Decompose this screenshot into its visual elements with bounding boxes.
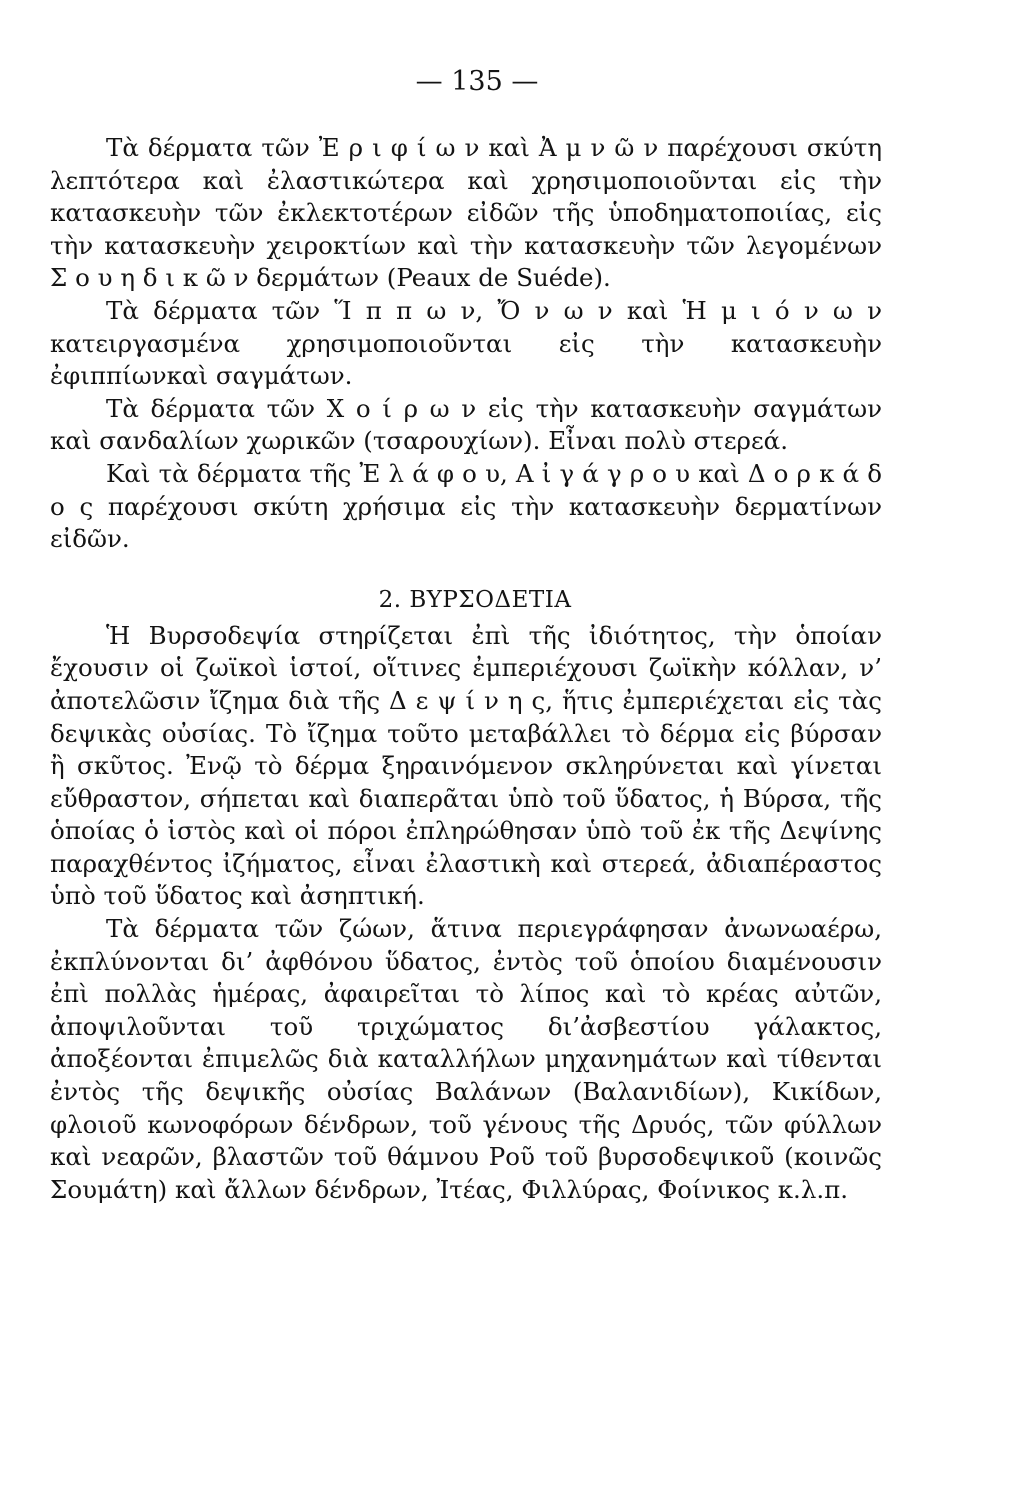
page-number: — 135 —	[415, 66, 539, 97]
paragraph-tanning-principle: Ἡ Βυρσοδεψία στηρίζεται ἐπὶ τῆς ἰδιότητος, τὴν ὁποίαν ἔχουσιν οἱ ζωϊκοὶ ἱστοί, οἵτινες ἐμπεριέχουσι ζωϊκὴν κόλλαν, ν’ ἀποτελῶσιν ἴζημα διὰ τῆς Δ ε ψ ί ν η ς, ἥτις ἐμπεριέχεται εἰς τὰς δεψικὰς οὐσίας. Τὸ ἴζημα τοῦτο μεταβάλλει τὸ δέρμα εἰς βύρσαν ἢ σκῦτος. Ἐνῷ τὸ δέρμα ξηραινόμενον σκληρύνεται καὶ γίνεται εὔθραστον, σήπεται καὶ διαπερᾶται ὑπὸ τοῦ ὕδατος, ἡ Βύρσα, τῆς ὁποίας ὁ ἱστὸς καὶ οἱ πόροι ἐπληρώθησαν ὑπὸ τοῦ ἐκ τῆς Δεψίνης παραχθέντος ἰζήματος, εἶναι ἐλαστικὴ καὶ στερεά, ἀδιαπέραστος ὑπὸ τοῦ ὕδατος καὶ ἀσηπτική.	[50, 620, 882, 911]
paragraph-hides-goats-lambs: Τὰ δέρματα τῶν Ἐ ρ ι φ ί ω ν καὶ Ἀ μ ν ῶ ν παρέχουσι σκύτη λεπτότερα καὶ ἐλαστικώτερα καὶ χρησιμοποιοῦνται εἰς τὴν κατασκευὴν τῶν ἐκλεκτοτέρων εἰδῶν τῆς ὑποδηματοποιίας, εἰς τὴν κατασκευὴν χειροκτίων καὶ τὴν κατασκευὴν τῶν λεγομένων Σ ο υ η δ ι κ ῶ ν δερμάτων (Peaux de Suéde).	[50, 133, 882, 293]
paragraph-tanning-process: Τὰ δέρματα τῶν ζώων, ἅτινα περιεγράφησαν ἀνωνωαέρω, ἐκπλύνονται δι’ ἀφθόνου ὕδατος, ἐντὸς τοῦ ὁποίου διαμένουσιν ἐπὶ πολλὰς ἡμέρας, ἀφαιρεῖται τὸ λίπος καὶ τὸ κρέας αὐτῶν, ἀποψιλοῦνται τοῦ τριχώματος δι’ἀσβεστίου γάλακτος, ἀποξέονται ἐπιμελῶς διὰ καταλλήλων μηχανημάτων καὶ τίθενται ἐντὸς τῆς δεψικῆς οὐσίας Βαλάνων (Βαλανιδίων), Κικίδων, φλοιοῦ κωνοφόρων δένδρων, τοῦ γένους τῆς Δρυός, τῶν φύλλων καὶ νεαρῶν, βλαστῶν τοῦ θάμνου Ροῦ τοῦ βυρσοδεψικοῦ (κοινῶς Σουμάτη) καὶ ἄλλων δένδρων, Ἰτέας, Φιλλύρας, Φοίνικος κ.λ.π.	[50, 914, 882, 1204]
paragraph-hides-pigs: Τὰ δέρματα τῶν Χ ο ί ρ ω ν εἰς τὴν κατασκευὴν σαγμάτων καὶ σανδαλίων χωρικῶν (τσαρουχίων). Εἶναι πολὺ στερεά.	[50, 393, 882, 456]
section-heading: 2. ΒΥΡΣΟΔΕΤΙΑ	[378, 586, 572, 613]
page-text	[50, 64, 882, 1206]
paragraph-hides-horses: Τὰ δέρματα τῶν Ἵ π π ω ν, Ὄ ν ω ν καὶ Ἡ μ ι ό ν ω ν κατειργασμένα χρησιμοποιοῦνται εἰς τὴν κατασκευὴν ἐφιππίωνκαὶ σαγμάτων.	[50, 295, 882, 391]
paragraph-hides-deer: Καὶ τὰ δέρματα τῆς Ἐ λ ά φ ο υ, Α ἰ γ ά γ ρ ο υ καὶ Δ ο ρ κ ά δ ο ς παρέχουσι σκύτη χρήσιμα εἰς τὴν κατασκευὴν δερματίνων εἰδῶν.	[50, 458, 882, 554]
